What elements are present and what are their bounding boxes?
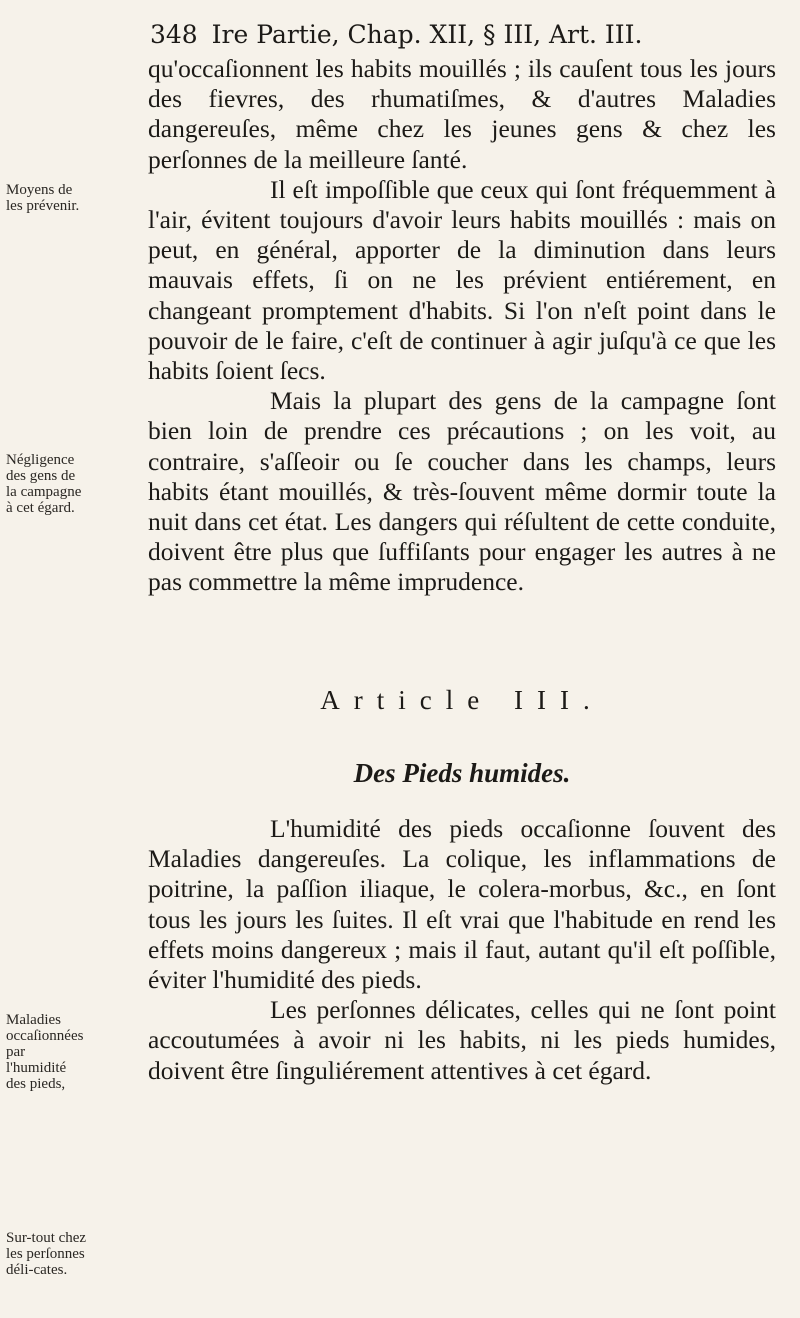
margin-note-moyens: Moyens de les prévenir. <box>6 182 80 214</box>
margin-note-personnes: Sur-tout chez les perſonnes déli-cates. <box>6 1230 87 1278</box>
running-header <box>150 20 770 50</box>
body-block-before <box>148 54 776 598</box>
paragraph: Mais la plupart des gens de la campagne ſont bien loin de prendre ces précautions ; on les voit, au contraire, s'aſſeoir ou ſe coucher dans les champs, leurs habits étant mouillés, & très-ſouvent même dormir toute la nuit dans cet état. Les dangers qui réſultent de cette conduite, doivent être plus que ſuffiſants pour engager les autres à ne pas commettre la même imprudence. <box>148 386 776 597</box>
paragraph: qu'occaſionnent les habits mouillés ; ils cauſent tous les jours des fievres, des rhumatiſmes, & d'autres Maladies dangereuſes, même chez les jeunes gens & chez les perſonnes de la meilleure ſanté. <box>148 54 776 174</box>
running-head: Ire Partie, Chap. XII, § III, Art. III. <box>211 20 643 49</box>
margin-note-maladies: Maladies occaſionnées par l'humidité des pieds, <box>6 1012 84 1092</box>
margin-note-negligence: Négligence des gens de la campagne à cet égard. <box>6 452 82 516</box>
paragraph: Les perſonnes délicates, celles qui ne ſont point accoutumées à avoir ni les habits, ni les pieds humides, doivent être ſinguliérement attentives à cet égard. <box>148 995 776 1085</box>
section-heading: Des Pieds humides. <box>353 758 571 788</box>
article-heading: Article III. <box>320 685 604 715</box>
page-number: 348 <box>150 20 198 49</box>
paragraph: Il eſt impoſſible que ceux qui ſont fréquemment à l'air, évitent toujours d'avoir leurs habits mouillés : mais on peut, en général, apporter de la diminution dans leurs mauvais effets, ſi on ne les prévient entiérement, en changeant promptement d'habits. Si l'on n'eſt point dans le pouvoir de le faire, c'eſt de continuer à agir juſqu'à ce que les habits ſoient ſecs. <box>148 174 776 386</box>
paragraph: L'humidité des pieds occaſionne ſouvent des Maladies dangereuſes. La colique, les inflammations de poitrine, la paſſion iliaque, le colera-morbus, &c., en ſont tous les jours les ſuites. Il eſt vrai que l'habitude en rend les effets moins dangereux ; mais il faut, autant qu'il eſt poſſible, éviter l'humidité des pieds. <box>148 814 776 995</box>
body-block-after <box>148 814 776 1086</box>
